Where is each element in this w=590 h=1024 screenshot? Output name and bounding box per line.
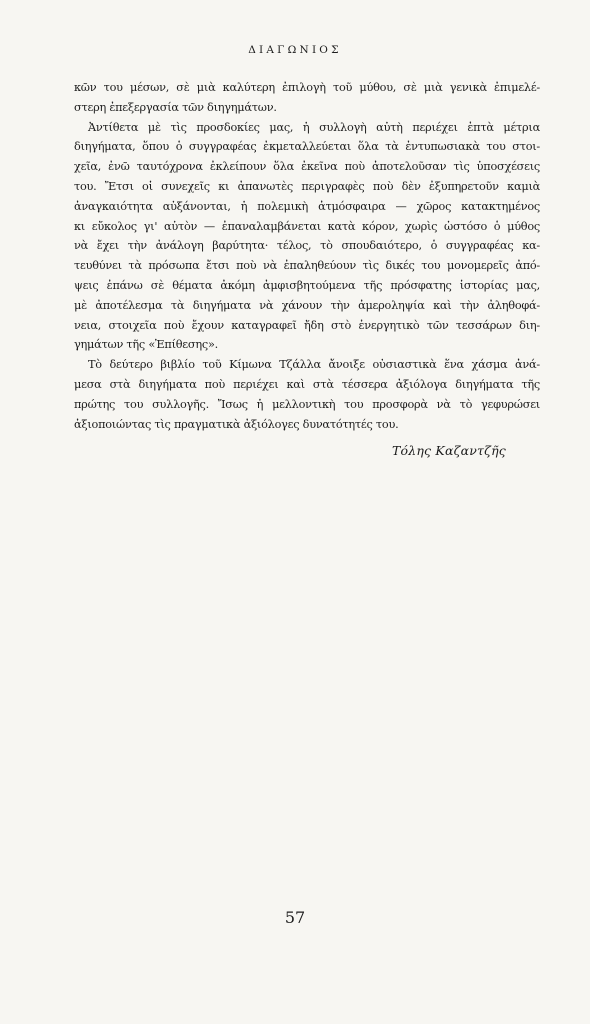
text-line: χεῖα, ἐνῶ ταυτόχρονα ἐκλείπουν ὅλα ἐκεῖνα ποὺ ἀποτελοῦσαν τὶς ὑποσχέσεις xyxy=(74,160,540,174)
text-line: Τὸ δεύτερο βιβλίο τοῦ Κίμωνα Τζάλλα ἄνοιξε οὐσιαστικὰ ἕνα χάσμα ἀνά- xyxy=(88,358,540,372)
text-line: διηγήματα, ὅπου ὁ συγγραφέας ἐκμεταλλεύεται ὅλα τὰ ἐντυπωσιακὰ του στοι- xyxy=(74,140,540,154)
text-line: νεια, στοιχεῖα ποὺ ἔχουν καταγραφεῖ ἤδη στὸ ἐνεργητικὸ τῶν τεσσάρων διη- xyxy=(74,318,540,332)
text-line: κῶν του μέσων, σὲ μιὰ καλύτερη ἐπιλογὴ τοῦ μύθου, σὲ μιὰ γενικὰ ἐπιμελέ- xyxy=(74,81,540,94)
text-line: πρώτης του συλλογῆς. Ἴσως ἡ μελλοντικὴ του προσφορὰ νὰ τὸ γεφυρώσει xyxy=(74,397,540,411)
article-body xyxy=(74,78,540,434)
text-line: του. Ἔτσι οἱ συνεχεῖς κι ἀπανωτὲς περιγραφὲς ποὺ δὲν ἐξυπηρετοῦν καμιὰ xyxy=(74,179,540,193)
page-number: 57 xyxy=(284,908,306,927)
text-line: ἀναγκαιότητα αὐξάνονται, ἡ πολεμικὴ ἀτμόσφαιρα — χῶρος κατακτημένος xyxy=(74,199,540,213)
text-line: νὰ ἔχει τὴν ἀνάλογη βαρύτητα· τέλος, τὸ σπουδαιότερο, ὁ συγγραφέας κα- xyxy=(74,239,540,253)
text-line: κι εὔκολος γι' αὐτὸν — ἐπαναλαμβάνεται κατὰ κόρον, χωρὶς ὡστόσο ὁ μύθος xyxy=(74,219,540,233)
text-line: ἀξιοποιώντας τὶς πραγματικὰ ἀξιόλογες δυνατότητές του. xyxy=(74,417,399,431)
text-line: γημάτων τῆς «Ἐπίθεσης». xyxy=(74,338,218,352)
text-line: μεσα στὰ διηγήματα ποὺ περιέχει καὶ στὰ τέσσερα ἀξιόλογα διηγήματα τῆς xyxy=(74,377,540,391)
text-line: τευθύνει τὰ πρόσωπα ἔτσι ποὺ νὰ ἐπαληθεύουν τὶς δικές του μονομερεῖς ἀπό- xyxy=(74,259,540,273)
text-line: Ἀντίθετα μὲ τὶς προσδοκίες μας, ἡ συλλογὴ αὐτὴ περιέχει ἑπτὰ μέτρια xyxy=(88,120,540,134)
running-header: ΔΙΑΓΩΝΙΟΣ xyxy=(248,44,342,56)
text-line: μὲ ἀποτέλεσμα τὰ διηγήματα νὰ χάνουν τὴν ἀμεροληψία καὶ τὴν ἀληθοφά- xyxy=(74,298,540,312)
text-line: ψεις ἐπάνω σὲ θέματα ἀκόμη ἀμφισβητούμενα τῆς πρόσφατης ἱστορίας μας, xyxy=(74,278,540,292)
author-signature: Τόλης Καζαντζῆς xyxy=(391,443,506,458)
text-line: στερη ἐπεξεργασία τῶν διηγημάτων. xyxy=(74,100,277,114)
